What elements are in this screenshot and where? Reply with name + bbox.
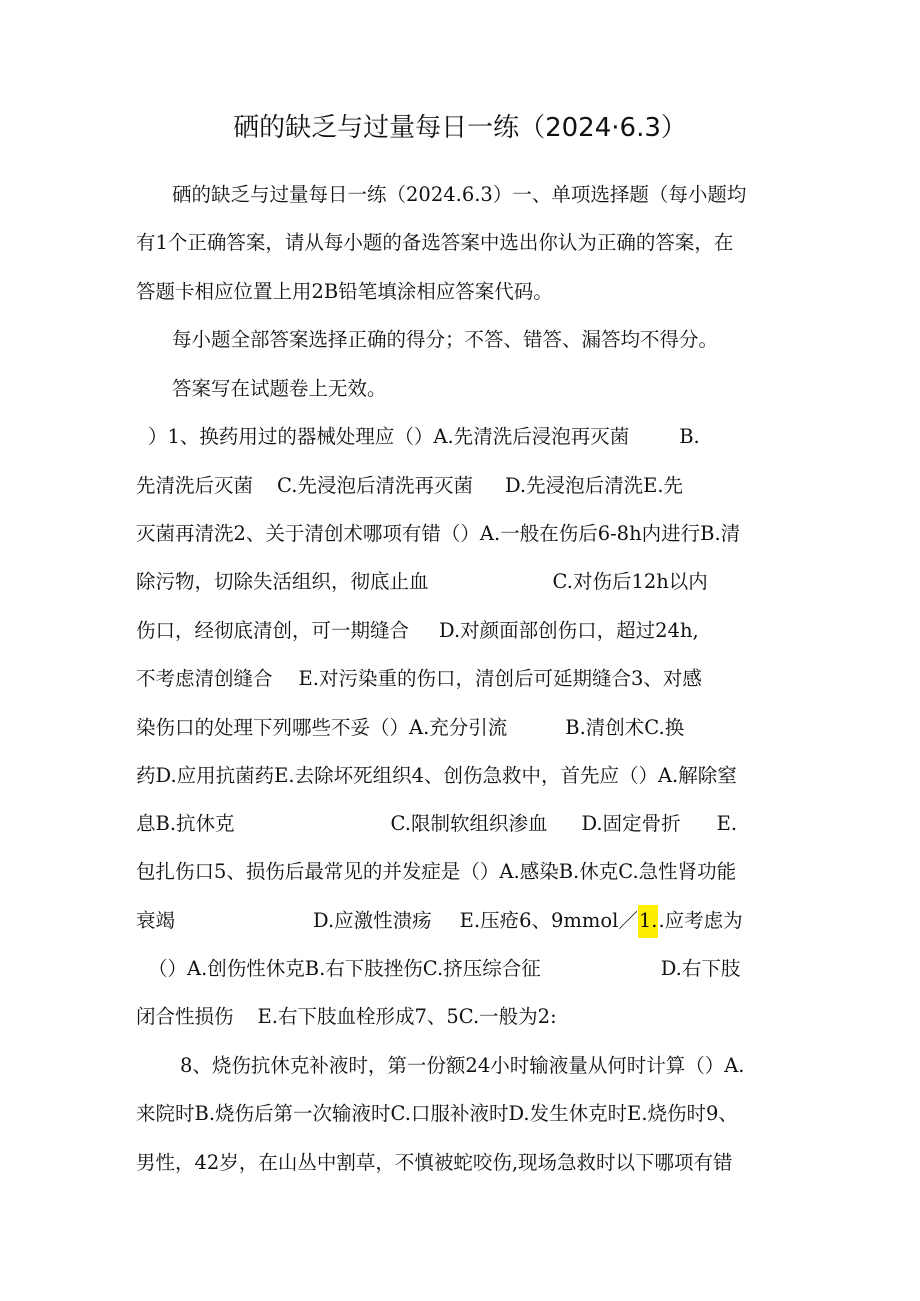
paragraph-line: 有1个正确答案，请从每小题的备选答案中选出你认为正确的答案，在 (136, 231, 734, 254)
document-title: 硒的缺乏与过量每日一练（2024·6.3） (233, 113, 687, 143)
question-line (136, 664, 702, 694)
question-line (136, 567, 708, 597)
line-segment: .应考虑为 (658, 909, 743, 932)
line-segment: 闭合性损伤 (136, 1005, 234, 1028)
paragraph-line: 每小题全部答案选择正确的得分；不答、错答、漏答均不得分。 (172, 328, 719, 351)
question-line (136, 713, 684, 743)
question-line: 男性，42岁，在山丛中割草，不慎被蛇咬伤,现场急救时以下哪项有错 (136, 1151, 733, 1174)
question-line (136, 471, 683, 501)
line-segment: 先清洗后灭菌 (136, 474, 254, 497)
line-segment: E. (716, 812, 738, 835)
line-segment: E.对污染重的伤口，清创后可延期缝合3、对感 (298, 667, 702, 690)
question-line: 8、烧伤抗休克补液时，第一份额24小时输液量从何时计算（）A. (180, 1054, 745, 1077)
line-segment: 衰竭 (136, 909, 176, 932)
question-line (136, 616, 699, 646)
line-segment: 除污物，切除失活组织，彻底止血 (136, 570, 429, 593)
paragraph-line: 答题卡相应位置上用2B铅笔填涂相应答案代码。 (136, 280, 553, 303)
question-line: 来院时B.烧伤后第一次输液时C.口服补液时D.发生休克时E.烧伤时9、 (136, 1102, 738, 1125)
line-segment: E.压疮6、9mmol／ (459, 909, 638, 932)
line-segment: C.对伤后12h以内 (552, 570, 708, 593)
question-line: 灭菌再清洗2、关于清创术哪项有错（）A.一般在伤后6-8h内进行B.清 (136, 522, 741, 545)
line-segment: E.右下肢血栓形成7、5C.一般为2: (257, 1005, 557, 1028)
line-segment: C.先浸泡后清洗再灭菌 (277, 474, 473, 497)
line-segment: ）1、换药用过的器械处理应（）A.先清洗后浸泡再灭菌 (148, 425, 630, 448)
question-line: 包扎伤口5、损伤后最常见的并发症是（）A.感染B.休克C.急性肾功能 (136, 860, 737, 883)
paragraph-line: 答案写在试题卷上无效。 (172, 377, 387, 400)
line-segment: D.应激性溃疡 (313, 909, 432, 932)
question-line (136, 906, 743, 936)
question-line: 药D.应用抗菌药E.去除坏死组织4、创伤急救中，首先应（）A.解除窒 (136, 764, 737, 787)
line-segment: 息B.抗休克 (136, 812, 235, 835)
line-segment: 染伤口的处理下列哪些不妥（）A.充分引流 (136, 716, 508, 739)
highlighted-text: 1. (638, 905, 659, 938)
line-segment: C.限制软组织渗血 (390, 812, 548, 835)
line-segment: 不考虑清创缝合 (136, 667, 273, 690)
line-segment: B.清创术C.换 (565, 716, 685, 739)
question-line (148, 422, 700, 452)
question-line (136, 1002, 557, 1032)
question-line (148, 954, 740, 984)
line-segment: D.对颜面部创伤口，超过24h, (439, 619, 699, 642)
line-segment: D.右下肢 (660, 957, 741, 980)
paragraph-line: 硒的缺乏与过量每日一练（2024.6.3）一、单项选择题（每小题均 (172, 183, 747, 206)
question-line (136, 809, 737, 839)
line-segment: D.先浸泡后清洗E.先 (504, 474, 684, 497)
line-segment: D.固定骨折 (581, 812, 681, 835)
line-segment: （）A.创伤性休克B.右下肢挫伤C.挤压综合征 (148, 957, 541, 980)
line-segment: 伤口，经彻底清创，可一期缝合 (136, 619, 410, 642)
line-segment: B. (679, 425, 700, 448)
